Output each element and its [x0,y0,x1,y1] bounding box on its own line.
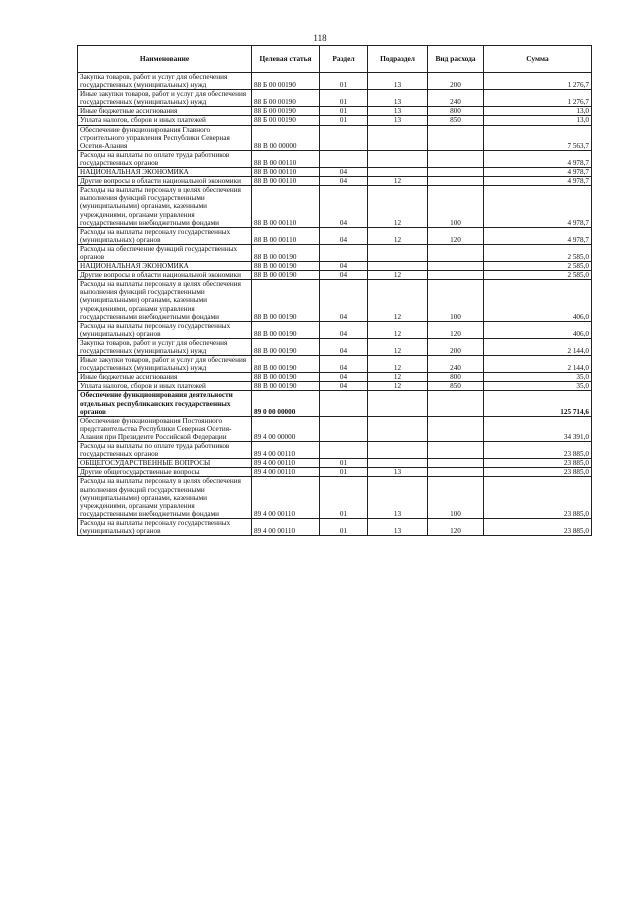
header-section: Раздел [320,46,368,73]
table-row [78,177,592,186]
cell-amount: 1 276,7 [484,73,592,90]
cell-section: 01 [320,477,368,518]
cell-section: 04 [320,177,368,186]
cell-expense: 800 [428,373,484,382]
cell-section [320,391,368,416]
cell-expense [428,459,484,468]
cell-amount: 125 714,6 [484,391,592,416]
cell-section: 01 [320,107,368,116]
cell-section: 01 [320,116,368,125]
cell-subsection [368,262,428,271]
cell-article: 89 4 00 00110 [252,468,320,477]
cell-article: 88 В 00 00000 [252,125,320,150]
cell-article: 88 В 00 00190 [252,280,320,321]
cell-amount: 4 978,7 [484,177,592,186]
cell-name: Закупка товаров, работ и услуг для обеспечения государственных (муниципальных) нужд [78,338,252,355]
cell-article: 88 В 00 00190 [252,382,320,391]
cell-expense: 800 [428,107,484,116]
cell-article: 88 Б 00 00190 [252,107,320,116]
cell-subsection: 12 [368,227,428,244]
cell-amount: 34 391,0 [484,416,592,441]
cell-section: 01 [320,468,368,477]
cell-name: Расходы на выплаты по оплате труда работников государственных органов [78,150,252,167]
cell-section [320,416,368,441]
cell-subsection [368,442,428,459]
cell-amount: 4 978,7 [484,150,592,167]
cell-name: Иные закупки товаров, работ и услуг для обеспечения государственных (муниципальных) нужд [78,90,252,107]
cell-expense: 850 [428,116,484,125]
cell-name: Иные закупки товаров, работ и услуг для обеспечения государственных (муниципальных) нужд [78,356,252,373]
table-row [78,244,592,261]
cell-section: 04 [320,262,368,271]
cell-amount: 2 144,0 [484,356,592,373]
cell-section [320,125,368,150]
cell-expense: 120 [428,321,484,338]
table-row [78,373,592,382]
cell-expense [428,244,484,261]
cell-name: Уплата налогов, сборов и иных платежей [78,382,252,391]
cell-expense [428,442,484,459]
cell-article: 88 В 00 00190 [252,338,320,355]
cell-name: Обеспечение функционирования Постоянного представительства Республики Северная Осетия-Алания при Президенте Российской Федерации [78,416,252,441]
cell-subsection [368,391,428,416]
cell-name: Иные бюджетные ассигнования [78,107,252,116]
cell-subsection [368,459,428,468]
cell-section: 01 [320,518,368,535]
cell-section: 04 [320,356,368,373]
cell-name: Расходы на выплаты персоналу в целях обеспечения выполнения функций государственными (муниципальными) органами, казенными учреждениями, органами управления государственными внебюджетными фондами [78,280,252,321]
cell-subsection: 12 [368,321,428,338]
cell-section: 04 [320,271,368,280]
cell-section: 01 [320,90,368,107]
cell-amount: 4 978,7 [484,227,592,244]
cell-name: НАЦИОНАЛЬНАЯ ЭКОНОМИКА [78,262,252,271]
cell-section: 04 [320,280,368,321]
table-row [78,416,592,441]
table-row [78,518,592,535]
cell-expense: 200 [428,338,484,355]
cell-subsection: 13 [368,518,428,535]
table-row [78,262,592,271]
cell-article: 89 4 00 00110 [252,442,320,459]
cell-name: НАЦИОНАЛЬНАЯ ЭКОНОМИКА [78,168,252,177]
cell-section: 04 [320,168,368,177]
cell-article: 88 В 00 00190 [252,262,320,271]
cell-article: 88 Б 00 00190 [252,73,320,90]
cell-amount: 2 585,0 [484,244,592,261]
cell-expense: 100 [428,186,484,227]
cell-subsection: 13 [368,116,428,125]
cell-article: 88 В 00 00110 [252,227,320,244]
cell-subsection: 13 [368,73,428,90]
header-expense-type: Вид расхода [428,46,484,73]
cell-section: 04 [320,227,368,244]
cell-expense [428,150,484,167]
cell-section [320,244,368,261]
cell-amount: 2 585,0 [484,262,592,271]
cell-article: 88 Б 00 00190 [252,90,320,107]
cell-article: 88 В 00 00190 [252,373,320,382]
cell-subsection: 13 [368,107,428,116]
cell-expense [428,271,484,280]
cell-amount: 35,0 [484,373,592,382]
cell-article: 88 Б 00 00190 [252,116,320,125]
cell-name: Уплата налогов, сборов и иных платежей [78,116,252,125]
cell-subsection: 12 [368,271,428,280]
cell-amount: 13,0 [484,107,592,116]
cell-article: 88 В 00 00110 [252,150,320,167]
table-row [78,150,592,167]
cell-article: 89 4 00 00110 [252,477,320,518]
cell-expense: 100 [428,477,484,518]
table-row [78,90,592,107]
cell-article: 88 В 00 00190 [252,244,320,261]
cell-section: 01 [320,459,368,468]
header-article: Целевая статья [252,46,320,73]
cell-subsection [368,416,428,441]
table-row [78,382,592,391]
cell-article: 88 В 00 00190 [252,356,320,373]
table-row [78,477,592,518]
table-row [78,116,592,125]
header-amount: Сумма [484,46,592,73]
table-row [78,227,592,244]
cell-section: 04 [320,382,368,391]
cell-name: Расходы на выплаты персоналу в целях обеспечения выполнения функций государственными (муниципальными) органами, казенными учреждениями, органами управления государственными внебюджетными фондами [78,477,252,518]
cell-amount: 23 885,0 [484,477,592,518]
cell-amount: 4 978,7 [484,168,592,177]
cell-name: Расходы на выплаты персоналу государственных (муниципальных) органов [78,227,252,244]
cell-name: Закупка товаров, работ и услуг для обеспечения государственных (муниципальных) нужд [78,73,252,90]
cell-article: 89 4 00 00110 [252,518,320,535]
cell-expense [428,468,484,477]
cell-amount: 1 276,7 [484,90,592,107]
cell-name: Другие вопросы в области национальной экономики [78,177,252,186]
table-row [78,73,592,90]
cell-subsection [368,150,428,167]
cell-article: 89 0 00 00000 [252,391,320,416]
cell-amount: 7 563,7 [484,125,592,150]
cell-amount: 13,0 [484,116,592,125]
table-row [78,280,592,321]
cell-expense: 850 [428,382,484,391]
cell-expense: 200 [428,73,484,90]
cell-subsection: 12 [368,280,428,321]
cell-section: 04 [320,186,368,227]
cell-subsection [368,168,428,177]
cell-subsection: 13 [368,90,428,107]
cell-expense [428,125,484,150]
cell-expense: 100 [428,280,484,321]
cell-section: 01 [320,73,368,90]
cell-expense: 240 [428,356,484,373]
cell-subsection: 12 [368,338,428,355]
table-row [78,459,592,468]
cell-amount: 2 144,0 [484,338,592,355]
cell-subsection: 13 [368,468,428,477]
cell-expense: 240 [428,90,484,107]
table-row [78,168,592,177]
cell-section: 04 [320,338,368,355]
table-row [78,321,592,338]
table-row [78,442,592,459]
cell-section [320,150,368,167]
cell-expense: 120 [428,518,484,535]
cell-amount: 23 885,0 [484,459,592,468]
table-row [78,356,592,373]
cell-name: Обеспечение функционирования деятельности отдельных республиканских государственных органов [78,391,252,416]
cell-subsection: 12 [368,177,428,186]
cell-article: 89 4 00 00110 [252,459,320,468]
cell-amount: 406,0 [484,280,592,321]
cell-section: 04 [320,321,368,338]
cell-article: 88 В 00 00110 [252,177,320,186]
table-row [78,107,592,116]
cell-section [320,442,368,459]
cell-amount: 2 585,0 [484,271,592,280]
cell-amount: 406,0 [484,321,592,338]
cell-name: Обеспечение функционирования Главного строительного управления Республики Северная Осетия-Алания [78,125,252,150]
cell-name: Расходы на выплаты персоналу государственных (муниципальных) органов [78,518,252,535]
cell-article: 89 4 00 00000 [252,416,320,441]
cell-expense [428,262,484,271]
cell-subsection [368,244,428,261]
cell-subsection: 12 [368,186,428,227]
cell-article: 88 В 00 00110 [252,186,320,227]
cell-subsection: 12 [368,373,428,382]
cell-subsection: 12 [368,382,428,391]
cell-article: 88 В 00 00110 [252,168,320,177]
cell-subsection: 12 [368,356,428,373]
page-number: 118 [313,33,327,43]
cell-amount: 23 885,0 [484,518,592,535]
table-row [78,125,592,150]
cell-name: Иные бюджетные ассигнования [78,373,252,382]
cell-expense: 120 [428,227,484,244]
table-row [78,271,592,280]
table-row [78,338,592,355]
header-name: Наименование [78,46,252,73]
cell-name: Расходы на выплаты персоналу в целях обеспечения выполнения функций государственными (муниципальными) органами, казенными учреждениями, органами управления государственными внебюджетными фондами [78,186,252,227]
table-header-row [78,46,592,73]
cell-expense [428,168,484,177]
table-row [78,391,592,416]
cell-name: Расходы на выплаты по оплате труда работников государственных органов [78,442,252,459]
cell-subsection [368,125,428,150]
cell-article: 88 В 00 00190 [252,321,320,338]
cell-expense [428,416,484,441]
cell-expense [428,177,484,186]
table-row [78,186,592,227]
cell-expense [428,391,484,416]
cell-section: 04 [320,373,368,382]
cell-name: Расходы на обеспечение функций государственных органов [78,244,252,261]
cell-article: 88 В 00 00190 [252,271,320,280]
budget-table [77,45,592,536]
cell-subsection: 13 [368,477,428,518]
header-subsection: Подраздел [368,46,428,73]
cell-amount: 23 885,0 [484,468,592,477]
cell-name: Расходы на выплаты персоналу государственных (муниципальных) органов [78,321,252,338]
table-row [78,468,592,477]
cell-name: ОБЩЕГОСУДАРСТВЕННЫЕ ВОПРОСЫ [78,459,252,468]
cell-amount: 35,0 [484,382,592,391]
cell-name: Другие вопросы в области национальной экономики [78,271,252,280]
cell-amount: 4 978,7 [484,186,592,227]
cell-amount: 23 885,0 [484,442,592,459]
cell-name: Другие общегосударственные вопросы [78,468,252,477]
